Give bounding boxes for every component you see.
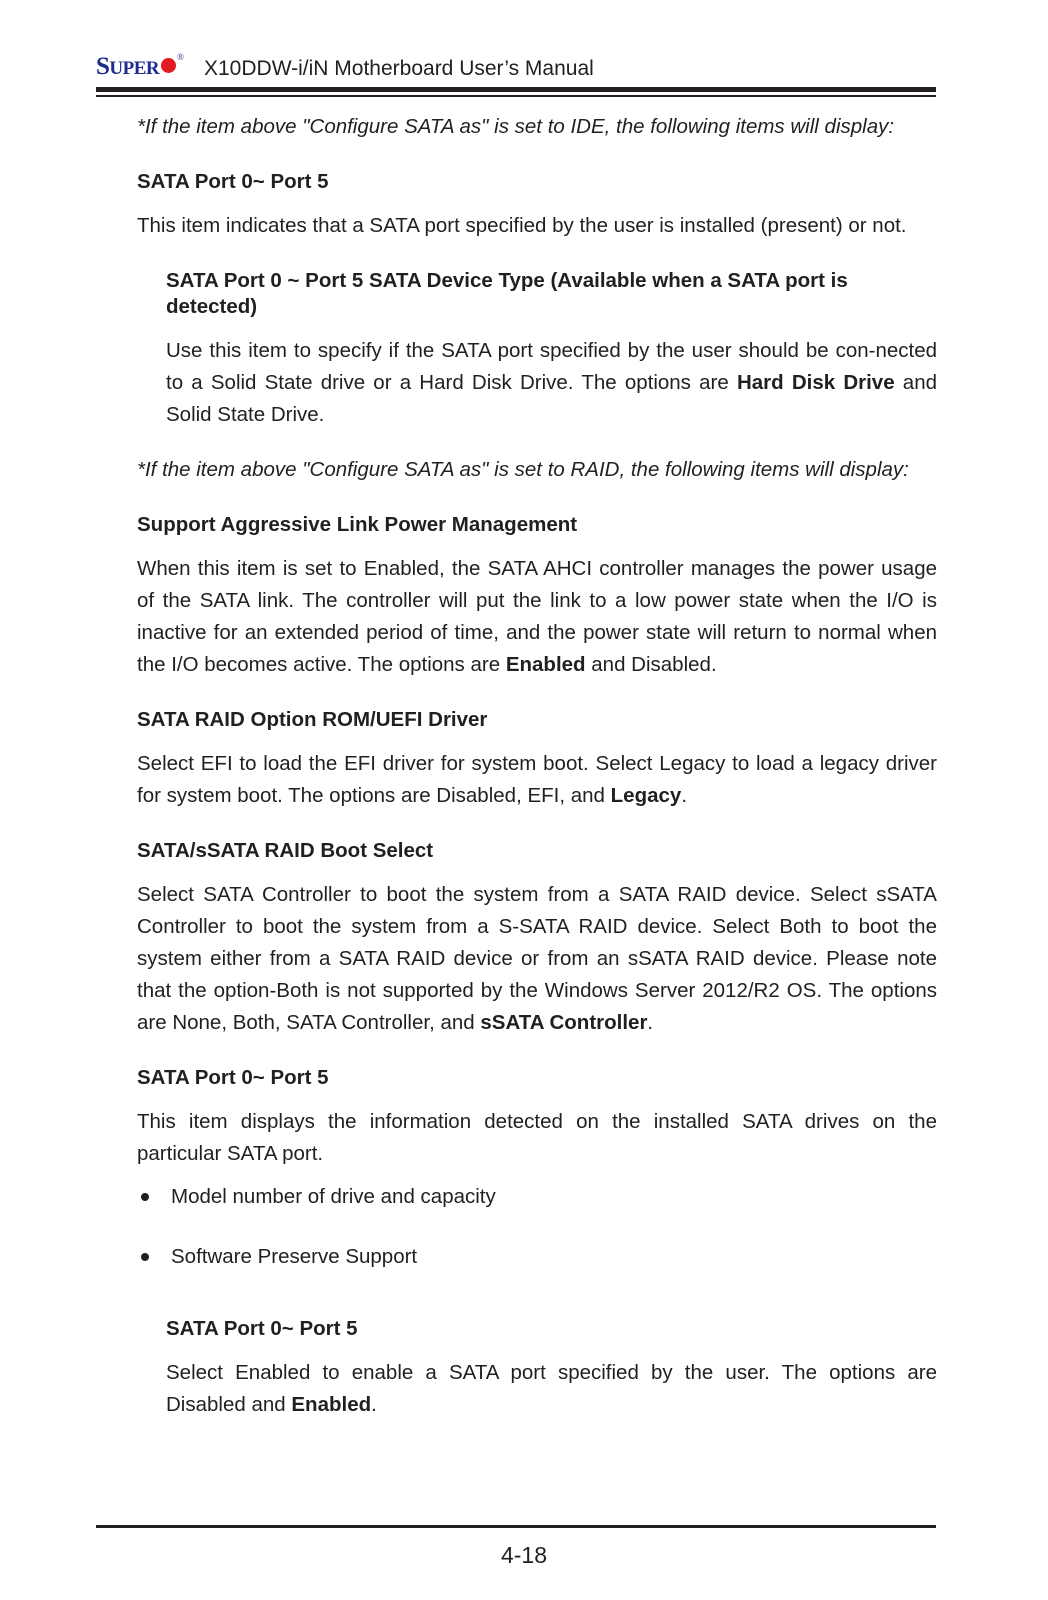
default-option: Enabled — [291, 1393, 372, 1416]
note-ide: *If the item above "Configure SATA as" is set to IDE, the following items will display: — [137, 115, 895, 138]
body-sata-port-enable — [166, 1357, 937, 1421]
text-run: Use this item to specify if the SATA port specified by the user should be con-nected to a Solid State drive or a Hard Disk Drive. The options are — [166, 339, 937, 394]
subsection-device-type — [166, 268, 937, 431]
body-sata-port-info: This item displays the information detected on the installed SATA drives on the particular SATA port. — [137, 1110, 937, 1165]
default-option: Legacy — [610, 784, 682, 807]
footer-rule — [96, 1525, 936, 1528]
text-run: and Solid State Drive. — [166, 371, 937, 426]
heading-alpm: Support Aggressive Link Power Management — [137, 513, 578, 536]
default-option: Enabled — [505, 653, 586, 676]
heading-raid-boot-select: SATA/sSATA RAID Boot Select — [137, 839, 434, 862]
logo-letter: S — [96, 53, 110, 80]
text-run: . — [647, 1011, 654, 1034]
page-number: 4-18 — [500, 1542, 548, 1568]
heading-sata-port-present: SATA Port 0~ Port 5 — [137, 170, 329, 193]
logo-text: UPER — [109, 58, 160, 79]
header-rule-thick — [96, 87, 936, 92]
heading-sata-device-type: SATA Port 0 ~ Port 5 SATA Device Type (Available when a SATA port is detected) — [166, 269, 848, 318]
subsection-port-enable — [166, 1316, 937, 1421]
body-sata-device-type — [166, 335, 937, 431]
registered-mark: ® — [177, 52, 184, 62]
supermicro-logo — [96, 52, 183, 81]
manual-title: X10DDW-i/iN Motherboard User’s Manual — [204, 57, 594, 80]
default-option: Hard Disk Drive — [736, 371, 895, 394]
list-item — [137, 1184, 937, 1210]
list-item — [137, 1244, 937, 1270]
body-raid-boot-select — [137, 879, 937, 1039]
logo-dot-icon — [161, 58, 176, 73]
page-content — [137, 114, 937, 1447]
text-run: . — [681, 784, 688, 807]
body-alpm — [137, 553, 937, 681]
heading-raid-option-rom: SATA RAID Option ROM/UEFI Driver — [137, 708, 488, 731]
heading-sata-port-enable: SATA Port 0~ Port 5 — [166, 1317, 358, 1340]
text-run: When this item is set to Enabled, the SATA AHCI controller manages the power usage of the SATA link. The controller will put the link to a low power state when the I/O is inactive for an extended period of time, and the power state will return to normal when the I/O becomes active. The options are — [137, 557, 937, 676]
text-run: . — [371, 1393, 377, 1416]
info-list — [137, 1184, 937, 1270]
bullet-icon — [141, 1253, 149, 1261]
bullet-icon — [141, 1193, 149, 1201]
body-sata-port-present: This item indicates that a SATA port specified by the user is installed (present) or not. — [137, 214, 907, 237]
body-raid-option-rom — [137, 748, 937, 812]
text-run: Select Enabled to enable a SATA port specified by the user. The options are Disabled and — [166, 1361, 937, 1416]
default-option: sSATA Controller — [480, 1011, 648, 1034]
text-run: Select SATA Controller to boot the system from a SATA RAID device. Select sSATA Controller to boot the system from a S-SATA RAID device. Select Both to boot the system either from a SATA RAID device or from an sSATA RAID device. Please note that the option-Both is not supported by the Windows Server 2012/R2 OS. The options are None, Both, SATA Controller, and — [137, 883, 937, 1034]
page-header — [96, 50, 936, 100]
list-item-text: Model number of drive and capacity — [171, 1185, 496, 1208]
list-item-text: Software Preserve Support — [171, 1245, 418, 1268]
note-raid: *If the item above "Configure SATA as" is set to RAID, the following items will display: — [137, 458, 909, 481]
text-run: and Disabled. — [585, 653, 717, 676]
text-run: Select EFI to load the EFI driver for system boot. Select Legacy to load a legacy driver for system boot. The options are Disabled, EFI, and — [137, 752, 937, 807]
header-rule-thin — [96, 95, 936, 97]
heading-sata-port-info: SATA Port 0~ Port 5 — [137, 1066, 329, 1089]
